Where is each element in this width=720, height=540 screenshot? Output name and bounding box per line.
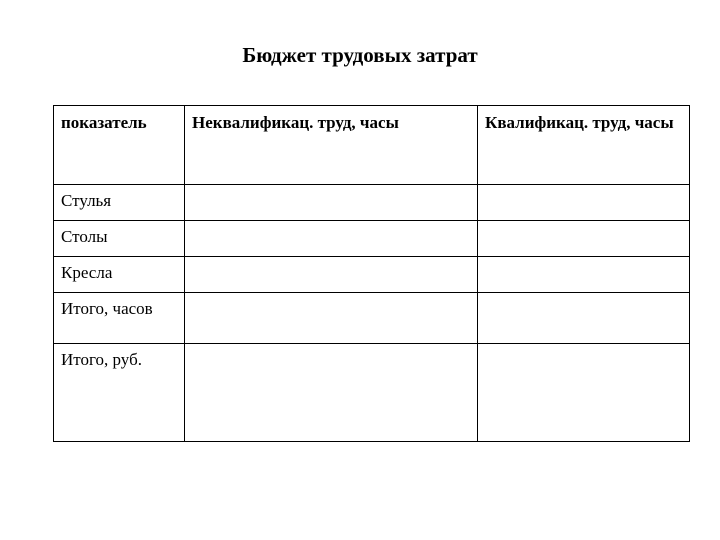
header-indicator: показатель [54,106,185,185]
row-label: Итого, часов [54,293,185,344]
table-row [54,344,690,442]
cell-skilled [478,344,690,442]
labor-budget-table [53,105,690,442]
table-row [54,185,690,221]
table-header-row [54,106,690,185]
cell-skilled [478,221,690,257]
cell-unskilled [185,293,478,344]
cell-unskilled [185,257,478,293]
row-label: Кресла [54,257,185,293]
table-row [54,293,690,344]
cell-unskilled [185,221,478,257]
table-row [54,257,690,293]
page-title: Бюджет трудовых затрат [242,43,478,67]
row-label: Стулья [54,185,185,221]
cell-skilled [478,185,690,221]
cell-unskilled [185,185,478,221]
cell-skilled [478,257,690,293]
row-label: Столы [54,221,185,257]
table-row [54,221,690,257]
row-label: Итого, руб. [54,344,185,442]
header-skilled-labor: Квалификац. труд, часы [478,106,690,185]
cell-unskilled [185,344,478,442]
cell-skilled [478,293,690,344]
header-unskilled-labor: Неквалификац. труд, часы [185,106,478,185]
